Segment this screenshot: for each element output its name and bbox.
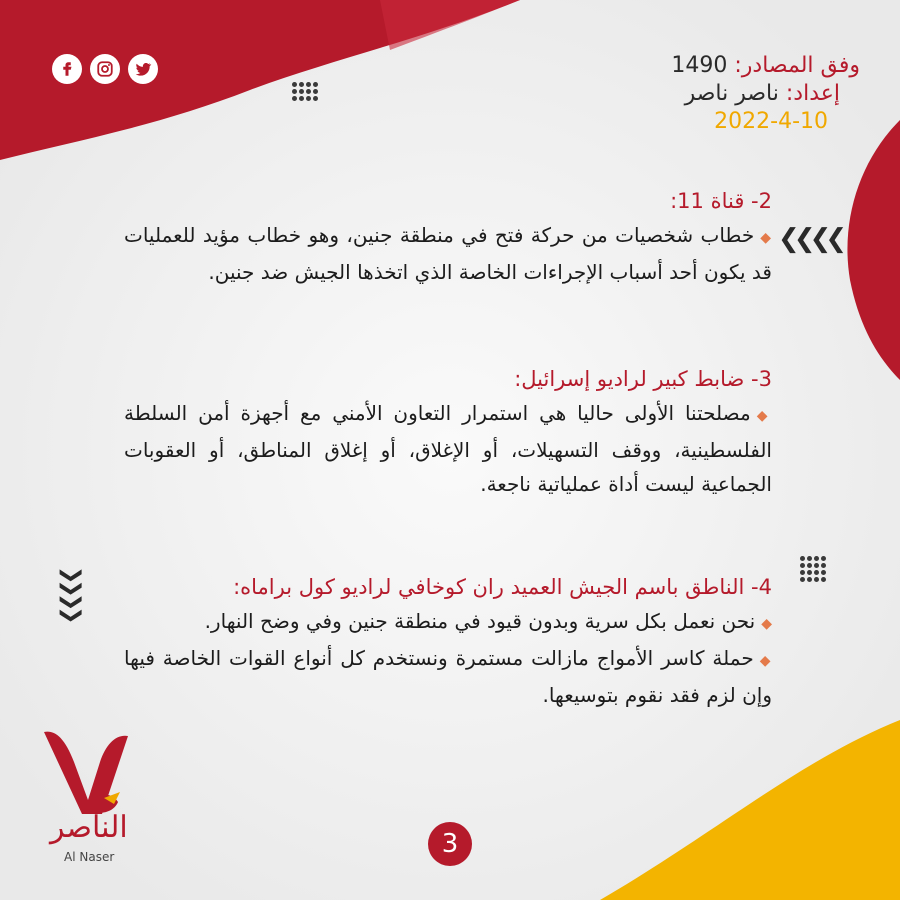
chevrons-down-glyphs: ❯❯❯❯ <box>59 566 84 620</box>
section-3-bullet-1 <box>124 396 772 501</box>
logo-english-text: Al Naser <box>64 850 115 864</box>
section-2-bullet-1 <box>124 218 772 289</box>
date: 2022-4-10 <box>714 109 828 134</box>
twitter-icon[interactable] <box>128 54 158 84</box>
source-info <box>671 52 860 136</box>
facebook-icon[interactable] <box>52 54 82 84</box>
section-2 <box>124 184 772 289</box>
prepared-label: إعداد: <box>785 81 840 106</box>
bullet-icon: ◆ <box>761 616 772 632</box>
section-4 <box>124 570 772 712</box>
section-2-bullet-1-text: خطاب شخصيات من حركة فتح في منطقة جنين، وهو خطاب مؤيد للعمليات قد يكون أحد أسباب الإجراءات الخاصة الذي اتخذها الجيش ضد جنين. <box>124 223 772 284</box>
bullet-icon: ◆ <box>756 408 772 424</box>
section-3 <box>124 362 772 501</box>
section-4-bullet-1 <box>124 604 772 641</box>
section-4-bullet-1-text: نحن نعمل بكل سرية وبدون قيود في منطقة جنين وفي وضح النهار. <box>204 609 756 633</box>
page-number: 3 <box>428 822 472 866</box>
sources-line <box>671 52 860 80</box>
section-4-heading: 4- الناطق باسم الجيش العميد ران كوخافي لراديو كول براماه: <box>233 575 772 599</box>
bullet-icon: ◆ <box>760 230 772 246</box>
sources-value: 1490 <box>671 53 728 78</box>
section-3-heading: 3- ضابط كبير لراديو إسرائيل: <box>514 367 772 391</box>
v-sign-icon <box>30 722 150 822</box>
dot-grid-top <box>292 82 318 101</box>
section-2-heading: 2- قناة 11: <box>670 189 772 213</box>
section-4-bullet-2-text: حملة كاسر الأمواج مازالت مستمرة ونستخدم كل أنواع القوات الخاصة فيها وإن لزم فقد نقوم بتوسيعها. <box>124 646 772 707</box>
dot-grid-middle <box>800 556 826 582</box>
section-3-bullet-1-text: مصلحتنا الأولى حاليا هي استمرار التعاون الأمني مع أجهزة أمن السلطة الفلسطينية، ووقف التسهيلات، أو الإغلاق، أو إغلاق المناطق، أو العقوبات الجماعية ليست أداة عملياتية ناجعة. <box>124 401 772 496</box>
sources-label: وفق المصادر: <box>734 53 860 78</box>
logo-arabic-text: الناصر <box>50 810 128 845</box>
chevrons-left-icon: ❯❯❯❯ <box>784 224 848 254</box>
bullet-icon: ◆ <box>759 653 772 669</box>
social-icons <box>52 54 158 84</box>
prepared-value: ناصر ناصر <box>684 81 779 106</box>
prepared-line <box>671 80 860 108</box>
instagram-icon[interactable] <box>90 54 120 84</box>
al-naser-logo <box>30 722 150 872</box>
chevrons-down-icon <box>52 566 84 620</box>
section-4-bullet-2 <box>124 641 772 712</box>
